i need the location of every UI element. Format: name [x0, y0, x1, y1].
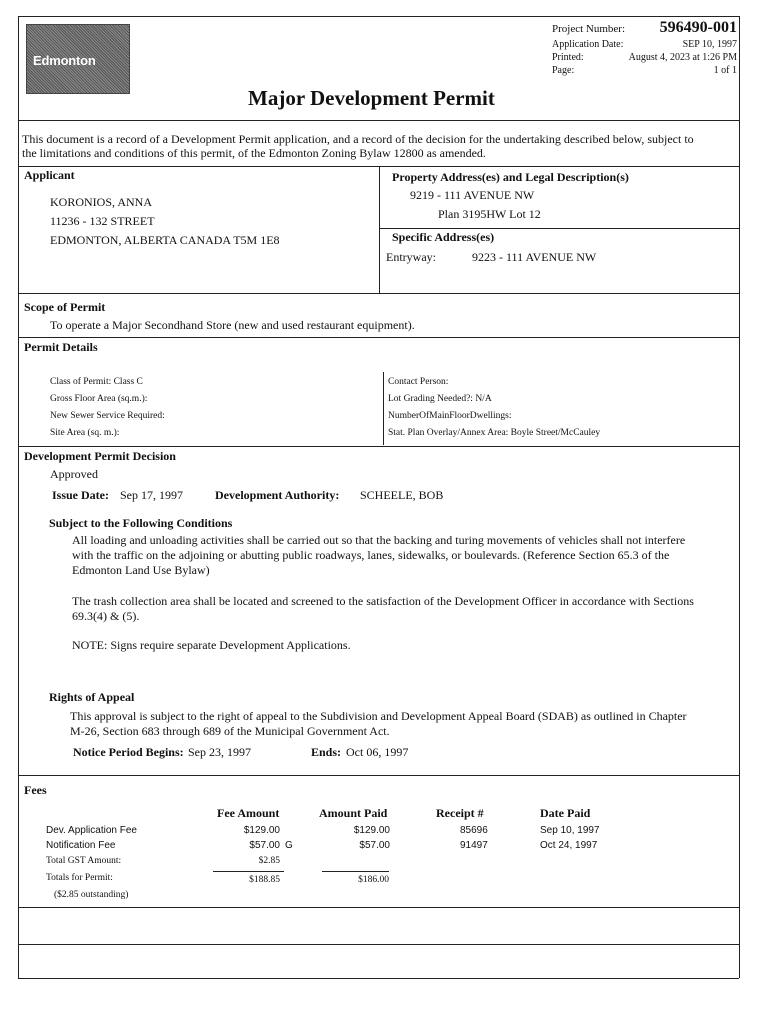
fee-date: Sep 10, 1997	[540, 825, 600, 836]
application-date: SEP 10, 1997	[682, 39, 737, 50]
applicant-label: Applicant	[24, 168, 75, 182]
issue-date: Sep 17, 1997	[120, 488, 183, 502]
printed-date: August 4, 2023 at 1:26 PM	[628, 52, 737, 63]
page-number: 1 of 1	[713, 65, 737, 76]
outstanding-amount: ($2.85 outstanding)	[54, 890, 129, 900]
detail-new-sewer-service: New Sewer Service Required:	[50, 411, 165, 421]
applicant-name: KORONIOS, ANNA	[50, 195, 153, 209]
edmonton-logo	[26, 24, 130, 94]
permit-details-label: Permit Details	[24, 340, 98, 354]
printed-label: Printed:	[552, 52, 584, 63]
frame-right	[739, 16, 740, 978]
detail-lot-grading: Lot Grading Needed?: N/A	[388, 394, 492, 404]
gst-label: Total GST Amount:	[46, 856, 122, 866]
amount-paid-underline	[322, 871, 389, 872]
detail-contact-person: Contact Person:	[388, 377, 449, 387]
divider-applicant	[18, 293, 739, 294]
detail-site-area: Site Area (sq. m.):	[50, 428, 120, 438]
notice-period-begins: Sep 23, 1997	[188, 745, 251, 759]
fee-date: Oct 24, 1997	[540, 840, 598, 851]
project-number-label: Project Number:	[552, 23, 626, 35]
frame-top	[18, 16, 739, 17]
fee-flag: G	[285, 840, 293, 851]
scope-label: Scope of Permit	[24, 300, 106, 314]
specific-address-label: Specific Address(es)	[392, 230, 495, 244]
intro-line-2: the limitations and conditions of this permit, of the Edmonton Zoning Bylaw 12800 as amended.	[22, 146, 486, 160]
applicant-street: 11236 - 132 STREET	[50, 214, 155, 228]
divider-details-vertical	[383, 372, 384, 445]
fee-name: Notification Fee	[46, 840, 116, 851]
detail-stat-plan-overlay: Stat. Plan Overlay/Annex Area: Boyle Street/McCauley	[388, 428, 601, 438]
property-label: Property Address(es) and Legal Description(s)	[392, 170, 629, 184]
col-amount-paid: Amount Paid	[319, 806, 388, 820]
decision-label: Development Permit Decision	[24, 449, 176, 463]
fee-receipt: 85696	[460, 825, 488, 836]
divider-applicant-vertical	[379, 166, 380, 293]
appeal-line-2: M-26, Section 683 through 689 of the Municipal Government Act.	[70, 724, 390, 738]
detail-class-of-permit: Class of Permit: Class C	[50, 377, 143, 387]
notice-period-label: Notice Period Begins:	[73, 745, 184, 759]
fee-name: Dev. Application Fee	[46, 825, 137, 836]
col-fee-amount: Fee Amount	[217, 806, 280, 820]
fee-receipt: 91497	[460, 840, 488, 851]
fee-amount: $129.00	[243, 825, 280, 836]
fee-amount: $57.00	[249, 840, 280, 851]
divider-title	[18, 120, 739, 121]
page-title: Major Development Permit	[248, 86, 495, 110]
total-fee-amount: $188.85	[249, 875, 280, 885]
issue-date-label: Issue Date:	[52, 488, 109, 502]
total-amount-paid: $186.00	[358, 875, 389, 885]
entryway-label: Entryway:	[386, 250, 436, 264]
condition-1-line-1: All loading and unloading activities shall be carried out so that the backing and turing movements of vehicles shall not interfere	[72, 533, 686, 547]
gst-amount: $2.85	[258, 856, 280, 866]
project-number: 596490-001	[659, 19, 737, 36]
notice-ends-label: Ends:	[311, 745, 342, 759]
divider-fees	[18, 907, 739, 908]
detail-gross-floor-area: Gross Floor Area (sq.m.):	[50, 394, 148, 404]
totals-label: Totals for Permit:	[46, 873, 113, 883]
frame-left	[18, 16, 19, 978]
property-address: 9219 - 111 AVENUE NW	[410, 188, 535, 202]
divider-scope	[18, 337, 739, 338]
divider-footer	[18, 944, 739, 945]
applicant-city: EDMONTON, ALBERTA CANADA T5M 1E8	[50, 233, 280, 247]
divider-specific	[379, 228, 739, 229]
frame-bottom	[18, 978, 739, 979]
condition-1-line-2: with the traffic on the adjoining or abutting public roadways, lanes, sidewalks, or boulevards. (Reference Section 65.3 of the	[72, 548, 670, 562]
fee-amount-underline	[213, 871, 284, 872]
appeal-label: Rights of Appeal	[49, 690, 135, 704]
notice-ends: Oct 06, 1997	[346, 745, 409, 759]
intro-line-1: This document is a record of a Development Permit application, and a record of the decision for the undertaking described below, subject to	[22, 132, 694, 146]
conditions-label: Subject to the Following Conditions	[49, 516, 233, 530]
signs-note: NOTE: Signs require separate Development Applications.	[72, 638, 351, 652]
scope-text: To operate a Major Secondhand Store (new and used restaurant equipment).	[50, 318, 415, 332]
condition-2-line-1: The trash collection area shall be located and screened to the satisfaction of the Development Officer in accordance with Sections	[72, 594, 694, 608]
logo-text: Edmonton	[33, 53, 96, 68]
application-date-label: Application Date:	[552, 39, 624, 50]
fees-label: Fees	[24, 783, 47, 797]
detail-main-floor-dwellings: NumberOfMainFloorDwellings:	[388, 411, 512, 421]
divider-details	[18, 446, 739, 447]
col-receipt: Receipt #	[436, 806, 484, 820]
property-legal: Plan 3195HW Lot 12	[438, 207, 541, 221]
condition-1-line-3: Edmonton Land Use Bylaw)	[72, 563, 210, 577]
fee-paid: $129.00	[353, 825, 390, 836]
authority-name: SCHEELE, BOB	[360, 488, 444, 502]
page-label: Page:	[552, 65, 575, 76]
condition-2-line-2: 69.3(4) & (5).	[72, 609, 140, 623]
entryway-value: 9223 - 111 AVENUE NW	[472, 250, 597, 264]
decision-status: Approved	[50, 467, 98, 481]
divider-decision	[18, 775, 739, 776]
col-date-paid: Date Paid	[540, 806, 591, 820]
authority-label: Development Authority:	[215, 488, 340, 502]
appeal-line-1: This approval is subject to the right of appeal to the Subdivision and Development Appeal Board (SDAB) as outlined in Chapter	[70, 709, 687, 723]
fee-paid: $57.00	[359, 840, 390, 851]
